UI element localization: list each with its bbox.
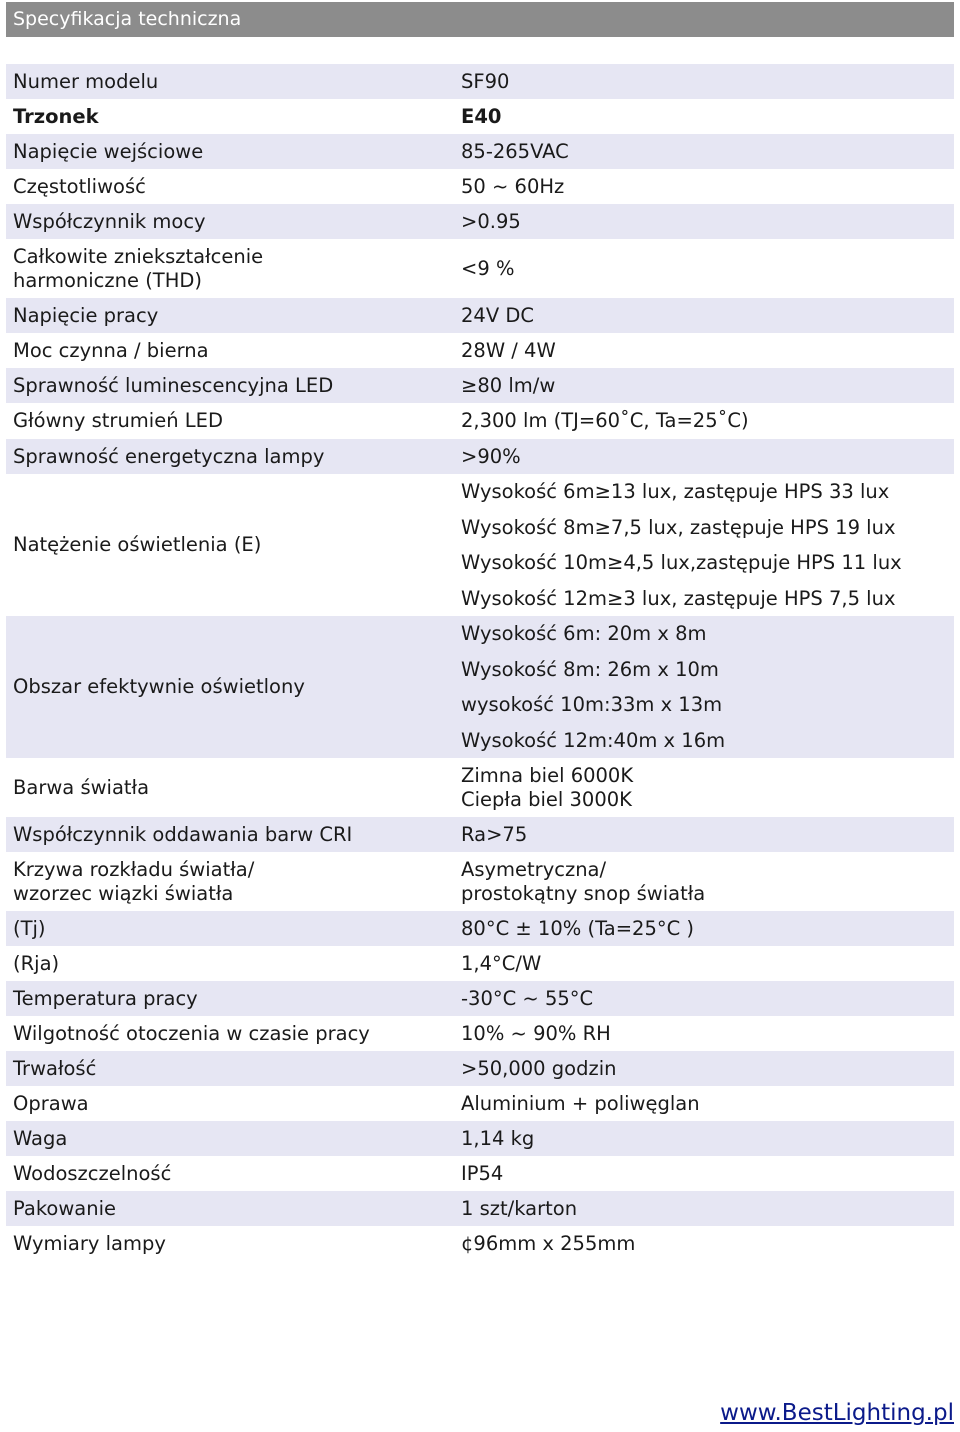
spec-value <box>454 758 954 817</box>
spec-value: >90% <box>454 439 954 474</box>
spec-value: 24V DC <box>454 298 954 333</box>
section-header <box>6 2 954 37</box>
table-row <box>6 169 954 204</box>
spec-value-line: Wysokość 6m≥13 lux, zastępuje HPS 33 lux <box>461 480 890 503</box>
spec-value: >50,000 godzin <box>454 1051 954 1086</box>
spec-value: SF90 <box>454 64 954 99</box>
table-row <box>6 1016 954 1051</box>
spec-value: ¢96mm x 255mm <box>461 1231 636 1255</box>
spec-label: (Rja) <box>13 951 60 975</box>
spec-value: <9 % <box>461 256 515 280</box>
spec-value: 1,14 kg <box>454 1121 954 1156</box>
spec-label: Natężenie oświetlenia (E) <box>13 533 262 556</box>
table-row <box>6 911 954 946</box>
table-row <box>6 333 954 368</box>
table-row <box>6 1191 954 1226</box>
table-row <box>6 852 954 911</box>
table-row <box>6 99 954 134</box>
spec-value: 1 szt/karton <box>454 1191 954 1226</box>
spec-label: Wilgotność otoczenia w czasie pracy <box>13 1021 370 1045</box>
spec-value: ≥80 lm/w <box>454 368 954 403</box>
spec-value-line: Wysokość 8m: 26m x 10m <box>461 657 719 681</box>
spec-label-line: Krzywa rozkładu światła/ <box>13 857 255 881</box>
spec-value: Ra>75 <box>454 817 954 852</box>
spec-label: Wodoszczelność <box>13 1161 172 1185</box>
spec-value: E40 <box>461 104 502 128</box>
spec-value: >0.95 <box>454 204 954 239</box>
table-row <box>6 817 954 852</box>
spec-value-line: Asymetryczna/ <box>461 857 607 881</box>
spec-label: Częstotliwość <box>13 174 146 198</box>
spec-label <box>6 239 454 298</box>
spec-value-line: wysokość 10m:33m x 13m <box>461 693 723 716</box>
spec-value: 85-265VAC <box>454 134 954 169</box>
table-row <box>6 1121 954 1156</box>
spec-value-line: Wysokość 12m≥3 lux, zastępuje HPS 7,5 lux <box>461 586 896 610</box>
spec-label-line: harmoniczne (THD) <box>13 268 203 292</box>
spec-label: Obszar efektywnie oświetlony <box>6 616 454 758</box>
spec-label: Wymiary lampy <box>13 1231 166 1255</box>
spec-table <box>6 64 954 1261</box>
spec-label: Główny strumień LED <box>13 409 223 432</box>
spec-value-line: Wysokość 6m: 20m x 8m <box>461 622 707 645</box>
spec-label: Oprawa <box>13 1091 89 1115</box>
table-row <box>6 616 954 758</box>
spec-value <box>454 852 954 911</box>
table-row <box>6 1051 954 1086</box>
spec-label: Napięcie wejściowe <box>6 134 454 169</box>
spec-label: Numer modelu <box>6 64 454 99</box>
spec-value <box>454 474 954 616</box>
section-title: Specyfikacja techniczna <box>13 8 242 30</box>
spec-value: 2,300 lm (TJ=60˚C, Ta=25˚C) <box>461 409 749 432</box>
table-row <box>6 403 954 439</box>
table-row <box>6 439 954 474</box>
spec-label: Moc czynna / bierna <box>13 338 209 362</box>
spec-value: 1,4°C/W <box>461 951 542 975</box>
table-row <box>6 758 954 817</box>
spec-value-line: Wysokość 8m≥7,5 lux, zastępuje HPS 19 lux <box>461 515 896 539</box>
spec-value: -30°C ~ 55°C <box>454 981 954 1016</box>
spec-value: 80°C ± 10% (Ta=25°C ) <box>454 911 954 946</box>
spec-label <box>6 852 454 911</box>
spec-value: 28W / 4W <box>461 338 556 362</box>
spec-label: (Tj) <box>6 911 454 946</box>
table-row <box>6 1226 954 1261</box>
table-row <box>6 204 954 239</box>
table-row <box>6 134 954 169</box>
spec-label: Pakowanie <box>6 1191 454 1226</box>
table-row <box>6 981 954 1016</box>
spec-label: Trwałość <box>6 1051 454 1086</box>
table-row <box>6 239 954 298</box>
website-link[interactable]: www.BestLighting.pl <box>720 1400 954 1426</box>
spec-value-line: prostokątny snop światła <box>461 881 706 905</box>
spec-value-line: Zimna biel 6000K <box>461 763 634 787</box>
spec-label: Sprawność energetyczna lampy <box>6 439 454 474</box>
spec-label: Temperatura pracy <box>6 981 454 1016</box>
table-row <box>6 474 954 616</box>
spec-value: 10% ~ 90% RH <box>461 1021 611 1045</box>
spec-value-line: Ciepła biel 3000K <box>461 787 632 811</box>
spec-value: Aluminium + poliwęglan <box>461 1091 700 1115</box>
spec-value: 50 ~ 60Hz <box>461 174 565 198</box>
spec-label: Współczynnik oddawania barw CRI <box>6 817 454 852</box>
spec-value <box>454 616 954 758</box>
table-row <box>6 64 954 99</box>
spec-value-line: Wysokość 10m≥4,5 lux,zastępuje HPS 11 lux <box>461 551 902 574</box>
table-row <box>6 298 954 333</box>
spec-label: Waga <box>6 1121 454 1156</box>
table-row <box>6 1086 954 1121</box>
spec-value: IP54 <box>461 1161 504 1185</box>
spec-value-line: Wysokość 12m:40m x 16m <box>461 728 726 752</box>
spec-label-line: Całkowite zniekształcenie <box>13 244 264 268</box>
spec-label: Trzonek <box>13 104 99 128</box>
table-row <box>6 946 954 981</box>
table-row <box>6 1156 954 1191</box>
spec-label: Barwa światła <box>13 775 150 799</box>
table-row <box>6 368 954 403</box>
spec-label: Współczynnik mocy <box>6 204 454 239</box>
spec-label: Sprawność luminescencyjna LED <box>6 368 454 403</box>
spec-label-line: wzorzec wiązki światła <box>13 881 234 905</box>
spec-label: Napięcie pracy <box>6 298 454 333</box>
